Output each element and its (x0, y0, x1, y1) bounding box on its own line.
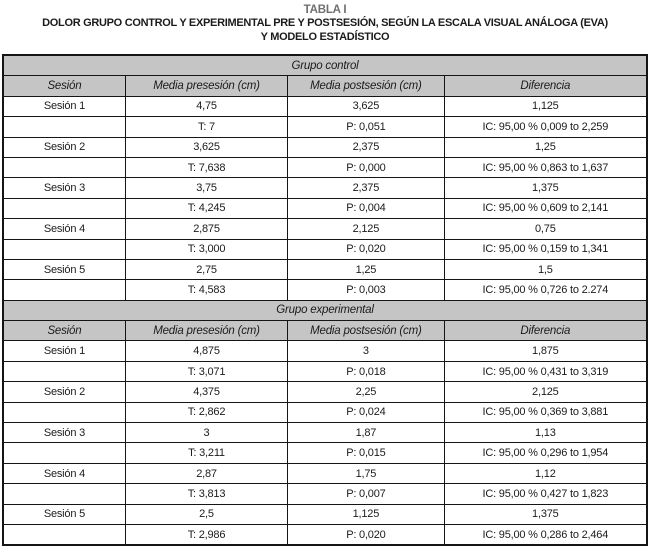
value-cell: 0,75 (444, 219, 647, 239)
value-cell: 2,125 (444, 382, 647, 402)
table-subtitle-line2: Y MODELO ESTADÍSTICO (260, 30, 390, 43)
value-cell: 2,25 (288, 382, 444, 402)
table-row (3, 524, 647, 545)
value-cell: P: 0,020 (288, 239, 444, 259)
value-cell: 1,375 (444, 504, 647, 524)
value-cell: 1,13 (444, 423, 647, 443)
value-cell: T: 3,813 (125, 484, 287, 504)
group-header: Grupo control (3, 55, 647, 76)
table-row (3, 157, 647, 177)
value-cell: T: 2,986 (125, 524, 287, 545)
session-cell (3, 484, 125, 504)
session-cell: Sesión 5 (3, 504, 125, 524)
table-row (3, 117, 647, 137)
table-row (3, 443, 647, 463)
statistics-table (2, 54, 648, 546)
value-cell: 1,875 (444, 341, 647, 361)
value-cell: 2,75 (125, 259, 287, 279)
session-cell (3, 524, 125, 545)
column-header: Sesión (3, 76, 125, 96)
value-cell: 1,5 (444, 259, 647, 279)
group-header-row (3, 300, 647, 320)
column-header-row (3, 76, 647, 96)
table-row (3, 382, 647, 402)
value-cell: T: 7 (125, 117, 287, 137)
column-header: Media postsesión (cm) (288, 321, 444, 341)
table-number-title: TABLA I (303, 4, 347, 16)
value-cell: 1,75 (288, 463, 444, 483)
value-cell: 3 (125, 423, 287, 443)
value-cell: 3,75 (125, 178, 287, 198)
value-cell: P: 0,015 (288, 443, 444, 463)
value-cell: 1,12 (444, 463, 647, 483)
value-cell: 2,125 (288, 219, 444, 239)
table-row (3, 178, 647, 198)
value-cell: T: 4,245 (125, 198, 287, 218)
value-cell: T: 3,000 (125, 239, 287, 259)
value-cell: 1,125 (288, 504, 444, 524)
table-row (3, 463, 647, 483)
session-cell: Sesión 1 (3, 96, 125, 116)
value-cell: 3 (288, 341, 444, 361)
session-cell: Sesión 4 (3, 219, 125, 239)
session-cell (3, 443, 125, 463)
table-row (3, 96, 647, 116)
value-cell: P: 0,000 (288, 157, 444, 177)
value-cell: IC: 95,00 % 0,286 to 2,464 (444, 524, 647, 545)
value-cell: IC: 95,00 % 0,726 to 2.274 (444, 280, 647, 300)
value-cell: 2,5 (125, 504, 287, 524)
session-cell (3, 117, 125, 137)
value-cell: T: 7,638 (125, 157, 287, 177)
value-cell: IC: 95,00 % 0,863 to 1,637 (444, 157, 647, 177)
value-cell: IC: 95,00 % 0,009 to 2,259 (444, 117, 647, 137)
value-cell: 4,875 (125, 341, 287, 361)
value-cell: IC: 95,00 % 0,431 to 3,319 (444, 361, 647, 381)
group-header-row (3, 55, 647, 76)
value-cell: 1,25 (444, 137, 647, 157)
session-cell: Sesión 5 (3, 259, 125, 279)
value-cell: IC: 95,00 % 0,369 to 3,881 (444, 402, 647, 422)
value-cell: T: 3,071 (125, 361, 287, 381)
value-cell: 1,87 (288, 423, 444, 443)
table-row (3, 280, 647, 300)
value-cell: T: 3,211 (125, 443, 287, 463)
value-cell: P: 0,020 (288, 524, 444, 545)
value-cell: P: 0,018 (288, 361, 444, 381)
session-cell (3, 198, 125, 218)
session-cell: Sesión 2 (3, 137, 125, 157)
value-cell: IC: 95,00 % 0,159 to 1,341 (444, 239, 647, 259)
session-cell (3, 157, 125, 177)
session-cell: Sesión 2 (3, 382, 125, 402)
table-row (3, 341, 647, 361)
table-row (3, 137, 647, 157)
table-row (3, 361, 647, 381)
value-cell: 4,75 (125, 96, 287, 116)
value-cell: 1,375 (444, 178, 647, 198)
column-header: Media presesión (cm) (125, 76, 287, 96)
column-header: Diferencia (444, 321, 647, 341)
table-row (3, 219, 647, 239)
table-row (3, 259, 647, 279)
value-cell: P: 0,024 (288, 402, 444, 422)
value-cell: P: 0,007 (288, 484, 444, 504)
column-header-row (3, 321, 647, 341)
session-cell (3, 280, 125, 300)
table-row (3, 484, 647, 504)
session-cell (3, 361, 125, 381)
table-row (3, 198, 647, 218)
session-cell (3, 402, 125, 422)
value-cell: 1,25 (288, 259, 444, 279)
column-header: Media postsesión (cm) (288, 76, 444, 96)
value-cell: IC: 95,00 % 0,609 to 2,141 (444, 198, 647, 218)
value-cell: 1,125 (444, 96, 647, 116)
session-cell (3, 239, 125, 259)
value-cell: T: 2,862 (125, 402, 287, 422)
table-row (3, 402, 647, 422)
group-header: Grupo experimental (3, 300, 647, 320)
value-cell: 2,87 (125, 463, 287, 483)
value-cell: P: 0,003 (288, 280, 444, 300)
table-row (3, 239, 647, 259)
value-cell: T: 4,583 (125, 280, 287, 300)
value-cell: IC: 95,00 % 0,427 to 1,823 (444, 484, 647, 504)
value-cell: 3,625 (125, 137, 287, 157)
table-subtitle-line1: DOLOR GRUPO CONTROL Y EXPERIMENTAL PRE Y POSTSESIÓN, SEGÚN LA ESCALA VISUAL ANÁLOGA (EVA) (42, 17, 608, 29)
value-cell: 2,875 (125, 219, 287, 239)
session-cell: Sesión 3 (3, 423, 125, 443)
value-cell: P: 0,051 (288, 117, 444, 137)
value-cell: P: 0,004 (288, 198, 444, 218)
value-cell: IC: 95,00 % 0,296 to 1,954 (444, 443, 647, 463)
value-cell: 4,375 (125, 382, 287, 402)
table-row (3, 423, 647, 443)
column-header: Sesión (3, 321, 125, 341)
column-header: Media presesión (cm) (125, 321, 287, 341)
session-cell: Sesión 1 (3, 341, 125, 361)
value-cell: 2,375 (288, 137, 444, 157)
value-cell: 3,625 (288, 96, 444, 116)
table-row (3, 504, 647, 524)
session-cell: Sesión 4 (3, 463, 125, 483)
column-header: Diferencia (444, 76, 647, 96)
session-cell: Sesión 3 (3, 178, 125, 198)
value-cell: 2,375 (288, 178, 444, 198)
